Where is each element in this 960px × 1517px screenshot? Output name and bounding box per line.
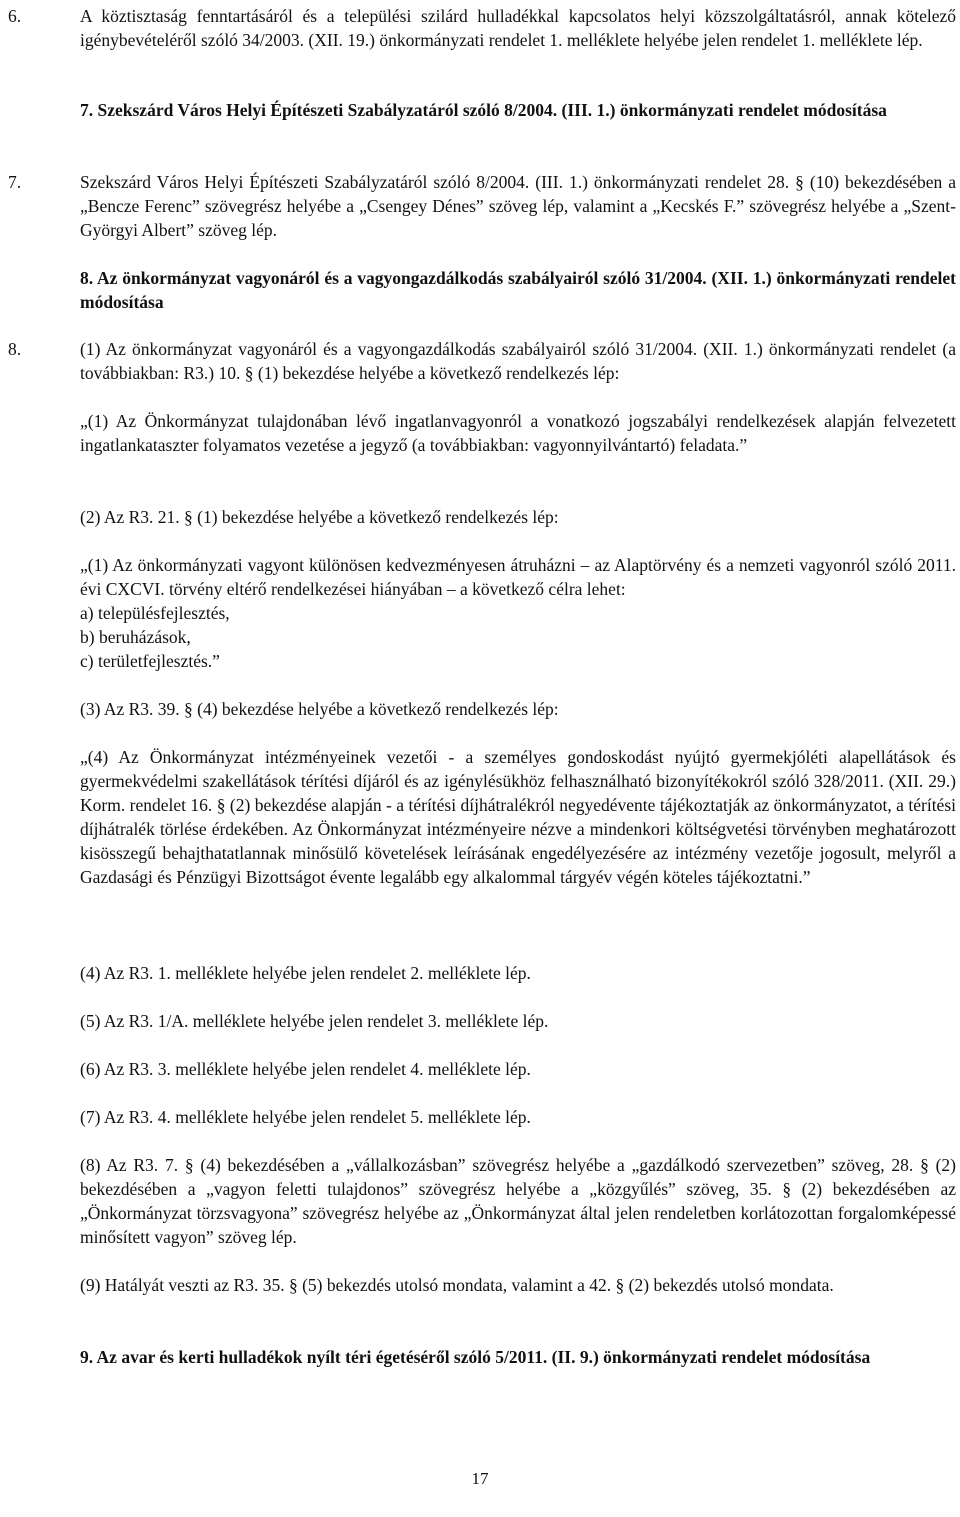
item-7-number: 7. [8, 172, 22, 192]
item-8-quote-2-c: c) területfejlesztés.” [80, 651, 220, 671]
item-8-quote-2-a: a) településfejlesztés, [80, 603, 230, 623]
item-8-paragraph-8: (8) Az R3. 7. § (4) bekezdésében a „vállalkozásban” szövegrész helyébe a „gazdálkodó szervezetben” szöveg, 28. § (2) bekezdésében a „vagyon feletti tulajdonos” szövegrész helyébe a „közgyűlés” szöveg, 35. § (2) bekezdésében az „Önkormányzat törzsvagyona” szövegrész helyébe az „Önkormányzat által jelen rendeletben korlátozottan forgalomképessé minősített vagyon” szöveg lép. [80, 1155, 956, 1247]
item-8-paragraph-6: (6) Az R3. 3. melléklete helyébe jelen rendelet 4. melléklete lép. [80, 1059, 531, 1079]
item-8-quote-2: „(1) Az önkormányzati vagyont különösen kedvezményesen átruházni – az Alaptörvény és a nemzeti vagyonról szóló 2011. évi CXCVI. törvény eltérő rendelkezései hiányában – a következő célra lehet: [80, 555, 956, 599]
item-8-paragraph-9: (9) Hatályát veszti az R3. 35. § (5) bekezdés utolsó mondata, valamint a 42. § (2) bekezdés utolsó mondata. [80, 1275, 834, 1295]
item-6-number: 6. [8, 6, 22, 26]
item-8-paragraph-7: (7) Az R3. 4. melléklete helyébe jelen rendelet 5. melléklete lép. [80, 1107, 531, 1127]
section-8-title: 8. Az önkormányzat vagyonáról és a vagyongazdálkodás szabályairól szóló 31/2004. (XII. 1.) önkormányzati rendelet módosítása [80, 268, 956, 312]
item-8-paragraph-2: (2) Az R3. 21. § (1) bekezdése helyébe a következő rendelkezés lép: [80, 507, 559, 527]
section-9-title: 9. Az avar és kerti hulladékok nyílt téri égetéséről szóló 5/2011. (II. 9.) önkormányzati rendelet módosítása [80, 1347, 871, 1367]
item-8-number: 8. [8, 339, 22, 359]
item-8-paragraph-1: (1) Az önkormányzat vagyonáról és a vagyongazdálkodás szabályairól szóló 31/2004. (XII. 1.) önkormányzati rendelet (a továbbiakban: R3.) 10. § (1) bekezdése helyébe a következő rendelkezés lép: [80, 339, 956, 383]
item-8-quote-3: „(4) Az Önkormányzat intézményeinek vezetői - a személyes gondoskodást nyújtó gyermekjóléti alapellátások és gyermekvédelmi szakellátások térítési díjáról és az igénylésükhöz felhasználható bizonyítékokról szóló 328/2011. (XII. 29.) Korm. rendelet 16. § (2) bekezdése alapján - a térítési díjhátralékról negyedévente tájékoztatják az önkormányzatot, a térítési díjhátralék törlése érdekében. Az Önkormányzat intézményeire nézve a mindenkori költségvetési törvényben meghatározott kisösszegű behajthatatlannak minősülő követelések leírásának engedélyezésére az intézmény vezetője jogosult, melyről a Gazdasági és Pénzügyi Bizottságot évente legalább egy alkalommal tárgyév végén köteles tájékoztatni.” [80, 747, 956, 887]
item-8-paragraph-4: (4) Az R3. 1. melléklete helyébe jelen rendelet 2. melléklete lép. [80, 963, 531, 983]
item-8-paragraph-3: (3) Az R3. 39. § (4) bekezdése helyébe a következő rendelkezés lép: [80, 699, 559, 719]
item-7-text: Szekszárd Város Helyi Építészeti Szabályzatáról szóló 8/2004. (III. 1.) önkormányzati rendelet 28. § (10) bekezdésében a „Bencze Ferenc” szövegrész helyébe a „Csengey Dénes” szöveg lép, valamint a „Kecskés F.” szövegrész helyébe a „Szent-Györgyi Albert” szöveg lép. [80, 172, 956, 240]
item-8-paragraph-5: (5) Az R3. 1/A. melléklete helyébe jelen rendelet 3. melléklete lép. [80, 1011, 549, 1031]
page-number: 17 [471, 1469, 489, 1488]
item-8-quote-2-b: b) beruházások, [80, 627, 191, 647]
section-7-title: 7. Szekszárd Város Helyi Építészeti Szabályzatáról szóló 8/2004. (III. 1.) önkormányzati rendelet módosítása [80, 100, 887, 120]
item-8-quote-1: „(1) Az Önkormányzat tulajdonában lévő ingatlanvagyonról a vonatkozó jogszabályi rendelkezések alapján felvezetett ingatlankataszter folyamatos vezetése a jegyző (a továbbiakban: vagyonnyilvántartó) feladata.” [80, 411, 956, 455]
item-6-text: A köztisztaság fenntartásáról és a települési szilárd hulladékkal kapcsolatos helyi közszolgáltatásról, annak kötelező igénybevételéről szóló 34/2003. (XII. 19.) önkormányzati rendelet 1. melléklete helyébe jelen rendelet 1. melléklete lép. [80, 6, 956, 50]
